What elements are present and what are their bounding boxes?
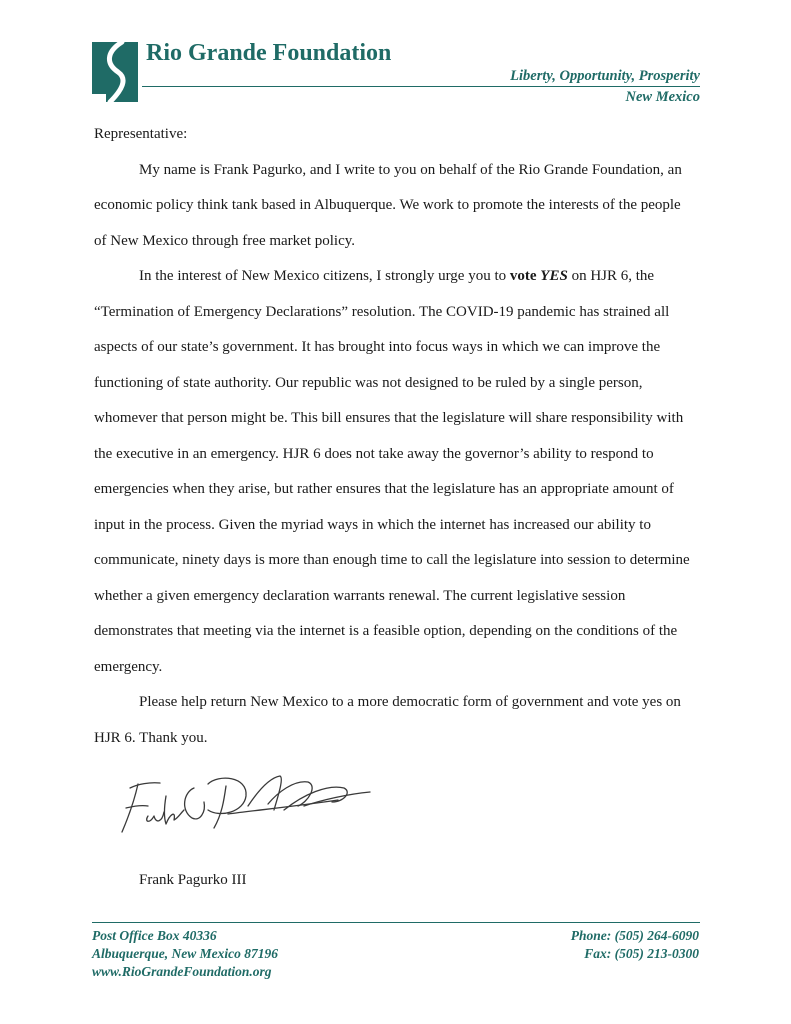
salutation: Representative: [94, 126, 188, 142]
footer-address [92, 927, 278, 981]
fax-number: Fax: (505) 213-0300 [584, 946, 699, 961]
yes-emphasis: YES [540, 268, 568, 284]
vote-emphasis: vote [509, 268, 541, 284]
letterhead [92, 40, 700, 108]
paragraph-intro: My name is Frank Pagurko, and I write to you on behalf of the Rio Grande Foundation, an economic policy think tank based in Albuquerque. We work to promote the interests of the people of New Mexico through free market policy. [94, 161, 682, 249]
paragraph-hjr6-body: on HJR 6, the “Termination of Emergency Declarations” resolution. The COVID-19 pandemic has strained all aspects of our state’s government. It has brought into focus ways in which we can improve the functioning of state authority. Our republic was not designed to be ruled by a single person, whomever that person might be. This bill ensures that the legislature will share responsibility with the executive in an emergency. HJR 6 does not take away the governor’s ability to respond to emergencies when they arise, but rather ensures that the legislature has an appropriate amount of input in the process. Given the myriad ways in which the internet has increased our ability to communicate, ninety days is more than enough time to call the legislature into session to determine whether a given emergency declaration warrants renewal. The current legislative session demonstrates that meeting via the internet is a feasible option, depending on the conditions of the emergency. [94, 268, 690, 675]
paragraph-hjr6 [94, 259, 694, 685]
header-divider [142, 86, 700, 87]
address-line-1: Post Office Box 40336 [92, 928, 217, 943]
organization-name: Rio Grande Foundation [146, 40, 392, 66]
paragraph-hjr6-lead: In the interest of New Mexico citizens, I strongly urge you to [139, 268, 510, 284]
phone-number: Phone: (505) 264-6090 [570, 928, 699, 943]
footer-contact [571, 927, 699, 963]
letter-body [94, 117, 694, 756]
signer-name: Frank Pagurko III [139, 872, 247, 888]
address-line-2: Albuquerque, New Mexico 87196 [92, 946, 279, 961]
footer-divider [92, 922, 700, 923]
paragraph-closing: Please help return New Mexico to a more democratic form of government and vote yes on HJR 6. Thank you. [94, 694, 681, 746]
river-logo-icon [92, 42, 138, 102]
handwritten-signature-icon [108, 766, 373, 846]
state-name: New Mexico [625, 89, 700, 105]
tagline: Liberty, Opportunity, Prosperity [510, 68, 700, 84]
website-link[interactable]: www.RioGrandeFoundation.org [92, 964, 272, 979]
